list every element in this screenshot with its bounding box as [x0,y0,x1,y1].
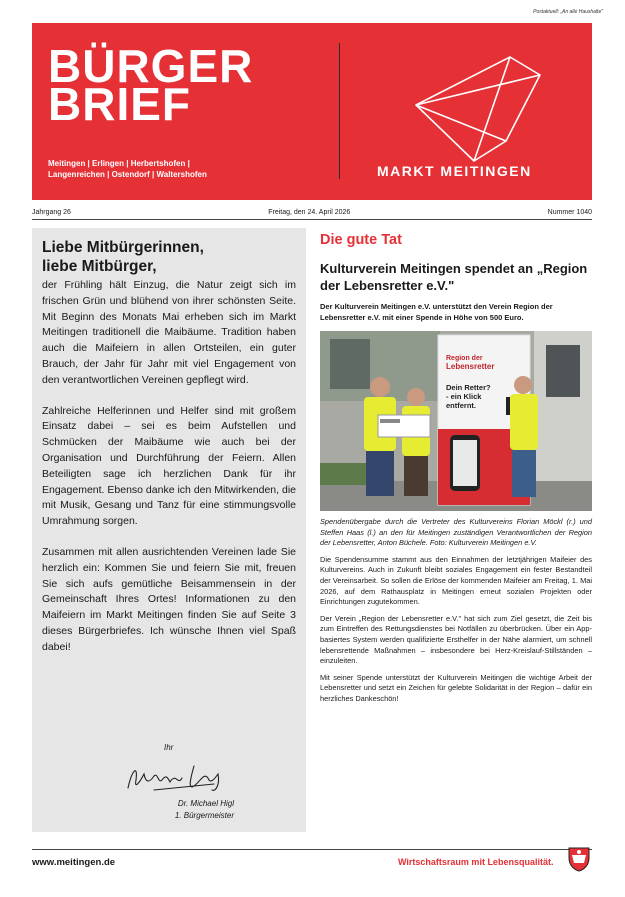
letter-body [42,278,296,656]
footer-divider [32,849,592,850]
letter-paragraph: der Frühling hält Einzug, die Natur zeigt sich im frischen Grün und blühend von ihrer schönsten Seite. Mit Beginn des Monats Mai erheben sich im Markt Meitingen traditionell die Maibäume. Tradition haben auch die Maifeiern in allen Ortsteilen, ein guter Brauch, der Jahr für Jahr mit viel Engagement von den verantwortlichen Vereinen gepflegt wird. [42,279,296,386]
banner-line: - ein Klick [446,392,482,401]
towns-line-1: Meitingen | Erlingen | Herbertshofen | [48,159,190,168]
towns-line-2: Langenreichen | Ostendorf | Waltershofen [48,170,207,179]
issue-number: Nummer 1040 [547,209,592,216]
issue-meta [32,209,592,220]
mayor-letter [32,228,306,832]
section-title: Die gute Tat [320,232,402,248]
issue-date: Freitag, den 24. April 2026 [268,209,351,216]
postal-note: Postaktuell: „An alle Haushalte" [533,9,603,15]
article-body [320,555,592,705]
title-line-2: BRIEF [48,78,191,130]
banner-text [446,355,526,371]
photo-caption: Spendenübergabe durch die Vertreter des Kulturvereins Florian Möckl (r.) und Steffen Haas (l.) an den für Meitingen zuständigen Verantwortlichen der Region der Lebensretter, Anton Büchele. Foto: Kulturverein Meitingen e.V. [320,517,592,548]
towns-list [48,158,207,180]
letter-closing: Ihr [164,743,174,752]
website-link[interactable]: www.meitingen.de [32,857,116,868]
banner-line: entfernt. [446,401,476,410]
banner-line: Region der [446,355,483,362]
letter-greeting [42,238,296,276]
article-photo [320,331,592,511]
header-divider [339,43,340,179]
letter-paragraph: Zahlreiche Helferinnen und Helfer sind mit großem Einsatz dabei – sei es beim Aufstellen und Schmücken der Maibäume wie auch bei der Organisation und Durchführung der Feiern. Allen Beteiligten sage ich herzlichen Dank für ihr Engagement. Ebenso danke ich den Mitwirkenden, die mit Musik, Gesang und Tanz für eine stimmungsvolle Umrahmung sorgen. [42,404,296,528]
article [320,232,592,711]
newsletter-title [48,40,254,130]
issue-volume: Jahrgang 26 [32,209,71,216]
signature-icon [124,760,234,794]
banner-line: Lebensretter [446,362,495,371]
municipality-logo-icon [412,55,542,165]
municipality-name: MARKT MEITINGEN [377,163,532,179]
greeting-line-1: Liebe Mitbürgerinnen, [42,239,204,256]
masthead [32,23,592,200]
article-headline: Kulturverein Meitingen spendet an „Region der Lebensretter e.V." [320,261,588,293]
signer-title: 1. Bürgermeister [174,811,234,820]
letter-signer [134,798,234,822]
footer-slogan: Wirtschaftsraum mit Lebensqualität. [398,857,554,867]
title-line-1: BÜRGER [48,40,254,92]
banner-line: Dein Retter? [446,383,491,392]
banner-slogan [446,383,506,410]
coat-of-arms-icon [567,846,591,872]
article-lead: Der Kulturverein Meitingen e.V. unterstützt den Verein Region der Lebensretter e.V. mit einer Spende in Höhe von 500 Euro. [320,302,553,322]
greeting-line-2: liebe Mitbürger, [42,258,157,275]
article-paragraph: Mit seiner Spende unterstützt der Kulturverein Meitingen die wichtige Arbeit der Lebensretter und setzt ein Zeichen für gelebte Solidarität in der Region – dafür ein herzliches Dankeschön! [320,672,592,703]
article-paragraph: Die Spendensumme stammt aus den Einnahmen der letztjährigen Maifeier des Kulturvereins. Auch in Zukunft bleibt soziales Engagement ein fester Bestandteil der Vereinsarbeit. So sollen die Erlöse der kommenden Maifeier am Freitag, 1. Mai 2026, auf dem Rathausplatz in Meitingen erneut sozialen Projekten oder Einrichtungen zugutekommen. [320,554,592,607]
signer-name: Dr. Michael Higl [177,799,234,808]
article-paragraph: Der Verein „Region der Lebensretter e.V." hat sich zum Ziel gesetzt, die Zeit bis zum Eintreffen des Rettungsdienstes bei Notfällen zu überbrücken. Über ein App-basiertes System werden qualifizierte Ersthelfer in der Nähe alarmiert, um schnell lebensrettende Maßnahmen – insbesondere bei Herz-Kreislauf-Stillständen – einzuleiten. [320,613,592,666]
letter-paragraph: Zusammen mit allen ausrichtenden Vereinen lade Sie herzlich ein: Kommen Sie und feiern Sie mit, freuen Sie sich aufs gemütliche Beisammensein in der Gemeinschaft Ihres Ortes! Informationen zu den Maifeiern im Markt Meitingen finden Sie auf Seite 3 dieses Bürgerbriefes. Ich wünsche Ihnen viel Spaß dabei! [42,545,296,653]
